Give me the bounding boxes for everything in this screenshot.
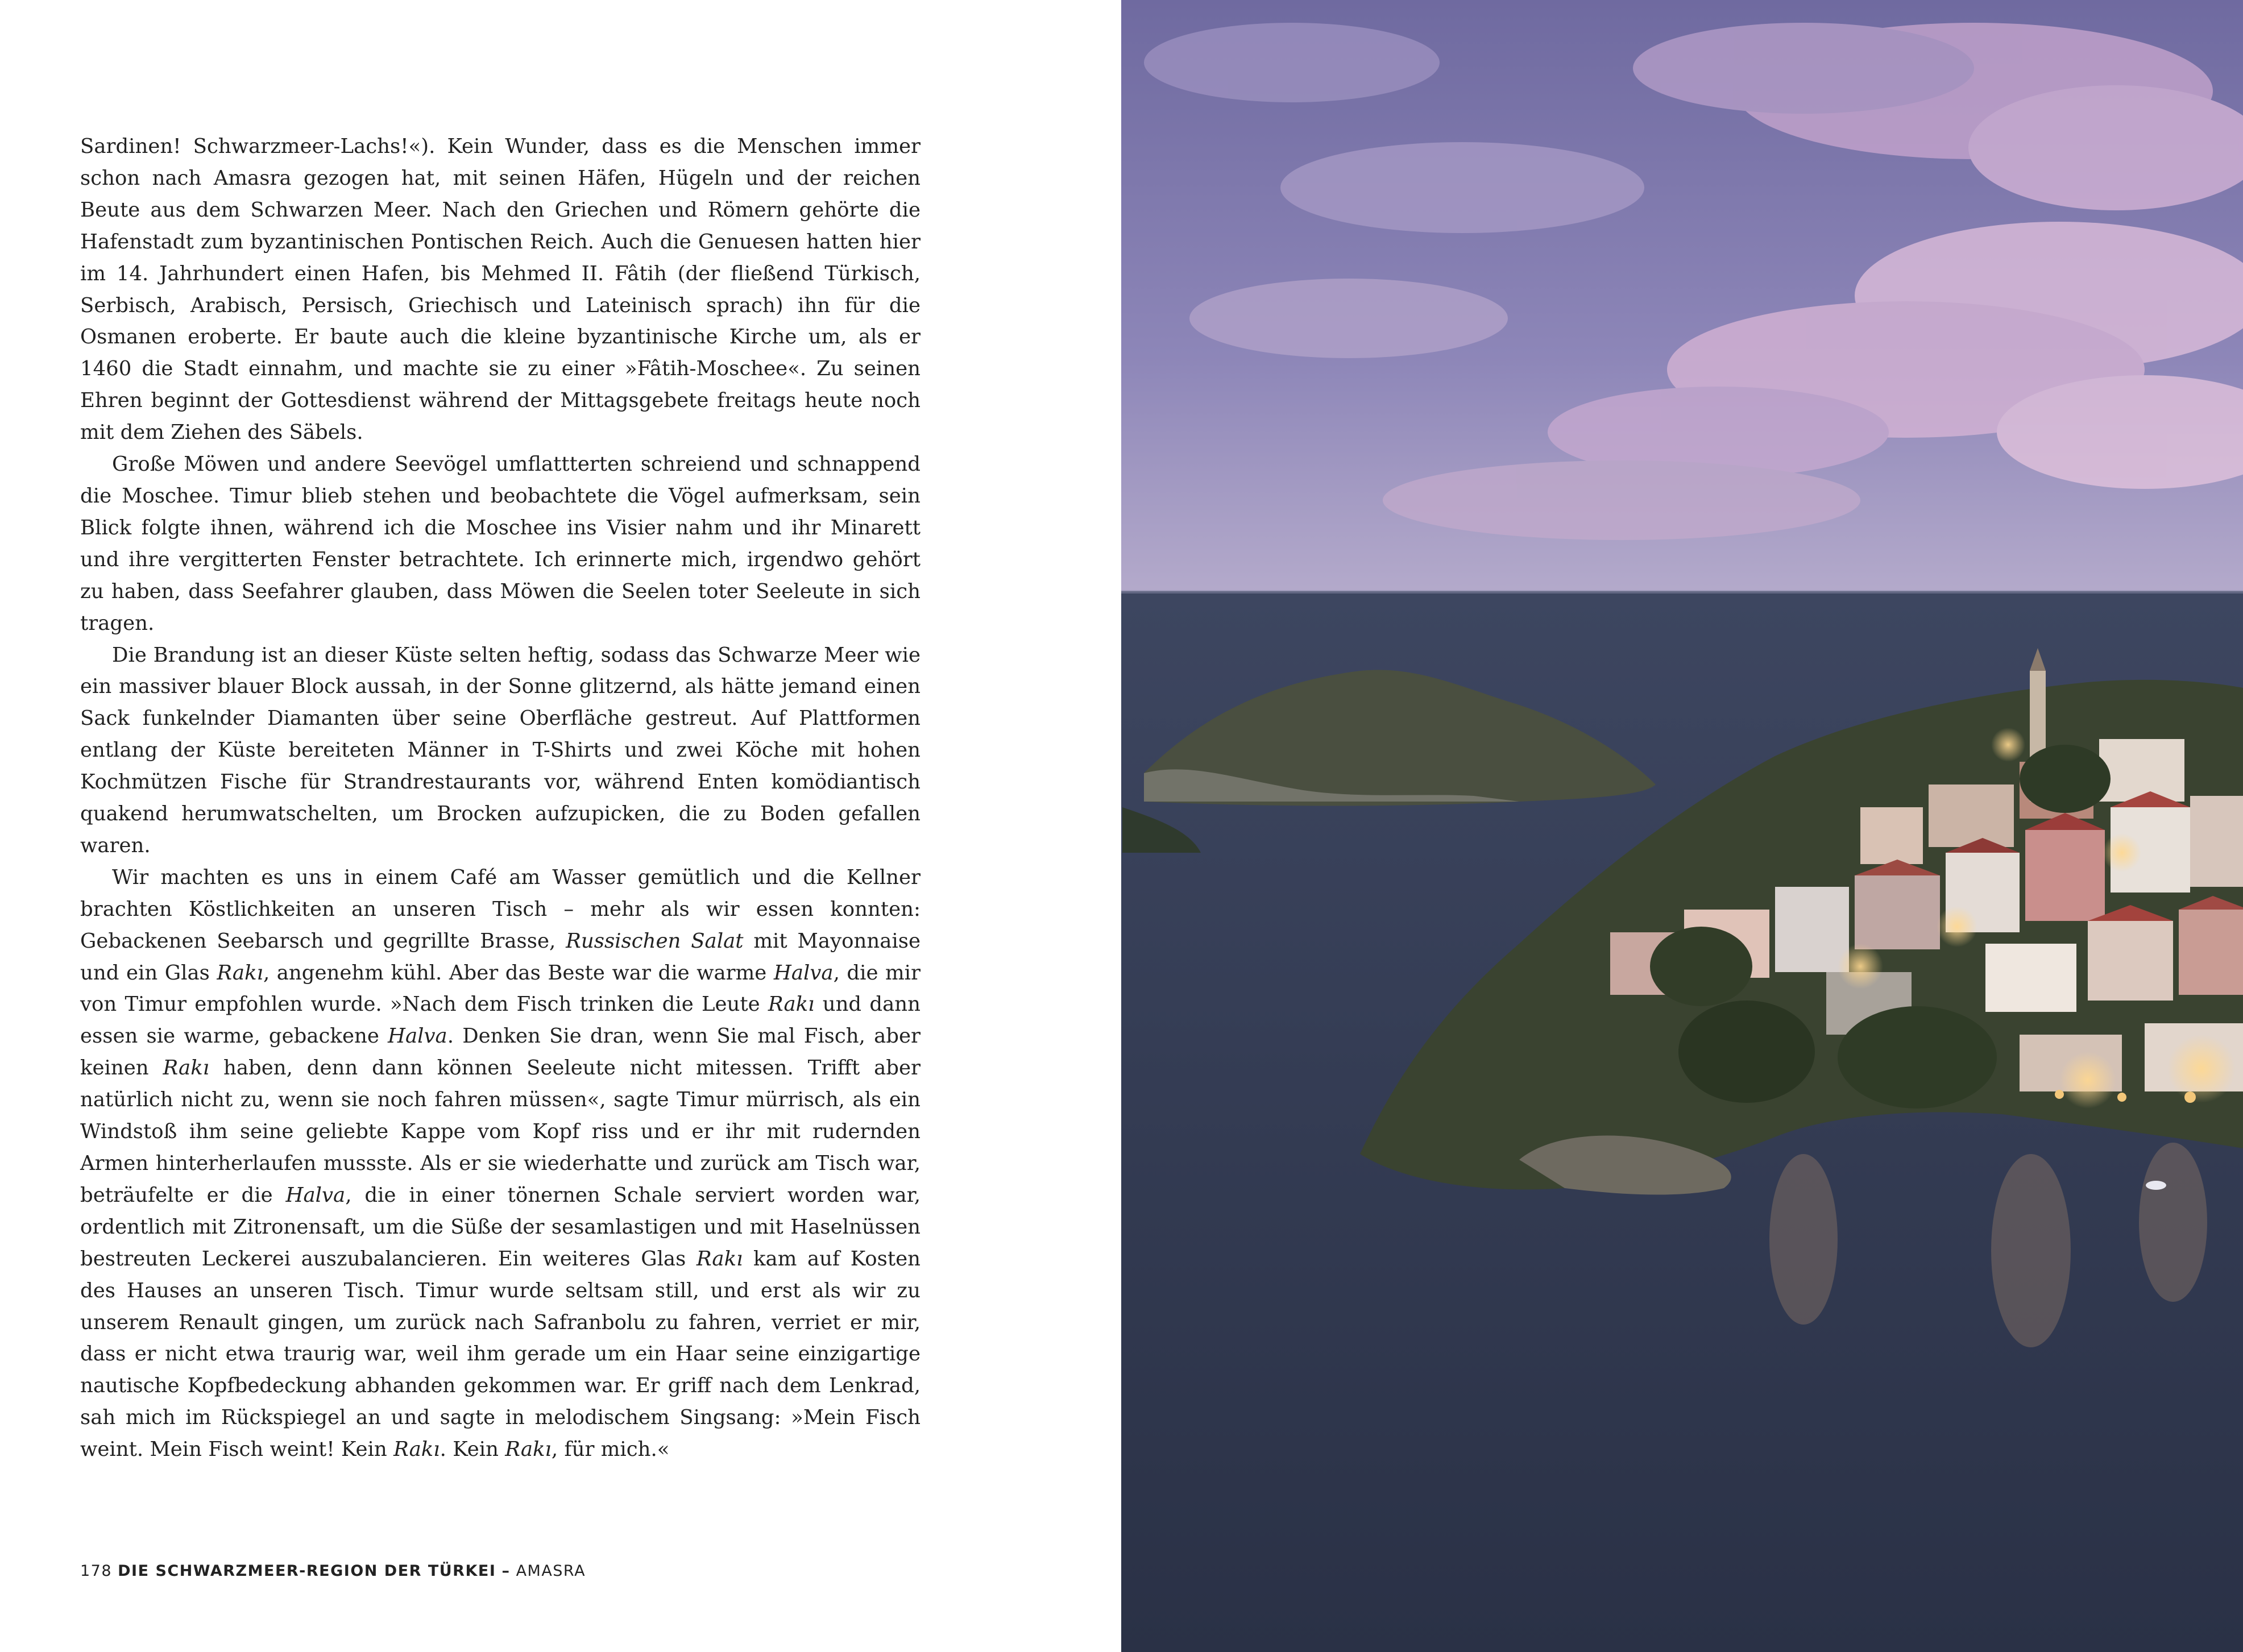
text-run: Große Möwen und andere Seevögel umflattterten schreiend und schnappend die Moschee. Timur blieb stehen und beobachtete die Vögel aufmerksam, sein Blick folgte ihnen, während ich die Moschee ins Visier nahm und ihr Minarett und ihre vergitterten Fenster betrachtete. Ich erinnerte mich, irgendwo gehört zu haben, dass Seefahrer glauben, dass Möwen die Seelen toter Seeleute in sich tragen. [80,453,921,635]
text-run: . Kein [440,1438,505,1462]
paragraph [80,640,921,862]
italic-term: Halva [388,1024,447,1048]
text-run: Wir machten es uns in einem Café am Wasser gemütlich und die Kellner brachten Köstlichkeiten an unseren Tisch – mehr als wir essen konnten: Gebackenen Seebarsch und gegrillte Brasse, [80,865,921,953]
italic-term: Rakı [217,961,263,985]
boat [2146,1181,2166,1190]
italic-term: Rakı [768,993,815,1016]
italic-term: Rakı [505,1438,552,1462]
text-run: . Denken Sie dran, wenn Sie mal Fisch, aber keinen [80,1024,921,1080]
paragraph [80,862,921,1466]
left-page [0,0,1121,1652]
running-header-section: DIE SCHWARZMEER-REGION DER TÜRKEI [118,1562,496,1580]
photo-amasra-dusk [1121,0,2243,1652]
page-number: 178 [80,1562,113,1580]
text-run: , für mich.« [551,1438,670,1462]
text-run: kam auf Kosten des Hauses an unseren Tisch. Timur wurde seltsam still, und erst als wir zu unserem Renault gingen, um zurück nach Safranbolu zu fahren, verriet er mir, dass er nicht etwa traurig war, weil ihm gerade um ein Haar seine einzigartige nautische Kopfbedeckung abhanden gekommen war. Er griff nach dem Lenkrad, sah mich im Rückspiegel an und sagte in melodischem Singsang: »Mein Fisch weint. Mein Fisch weint! Kein [80,1247,921,1462]
footer-separator: – [501,1562,511,1580]
text-run: Sardinen! Schwarzmeer-Lachs!«). Kein Wunder, dass es die Menschen immer schon nach Amasra gezogen hat, mit seinen Häfen, Hügeln und der reichen Beute aus dem Schwarzen Meer. Nach den Griechen und Römern gehörte die Hafenstadt zum byzantinischen Pontischen Reich. Auch die Genuesen hatten hier im 14. Jahrhundert einen Hafen, bis Mehmed II. Fâtih (der fließend Türkisch, Serbisch, Arabisch, Persisch, Griechisch und Lateinisch sprach) ihn für die Osmanen eroberte. Er baute auch die kleine byzantinische Kirche um, als er 1460 die Stadt einnahm, und machte sie zu einer »Fâtih-Moschee«. Zu seinen Ehren beginnt der Gottesdienst während der Mittagsgebete freitags heute noch mit dem Ziehen des Säbels. [80,135,921,445]
text-run: , angenehm kühl. Aber das Beste war die warme [263,961,774,985]
photo-illustration [1121,0,2243,1652]
italic-term: Halva [285,1183,346,1207]
text-run: und dann essen sie warme, gebackene [80,993,921,1048]
paragraph [80,449,921,639]
text-run: , die mir von Timur empfohlen wurde. »Nach dem Fisch trinken die Leute [80,961,921,1016]
italic-term: Rakı [696,1247,743,1271]
running-header-place: AMASRA [516,1562,586,1580]
italic-term: Rakı [163,1056,210,1080]
text-run: mit Mayonnaise und ein Glas [80,929,921,985]
text-run: haben, denn dann können Seeleute nicht mitessen. Trifft aber natürlich nicht zu, wenn sie noch fahren müssen«, sagte Timur mürrisch, als ein Windstoß ihm seine geliebte Kappe vom Kopf riss und er ihr mit rudernden Armen hinterherlaufen mussste. Als er sie wiederhatte und zurück am Tisch war, beträufelte er die [80,1056,921,1207]
text-run: Die Brandung ist an dieser Küste selten heftig, sodass das Schwarze Meer wie ein massiver blauer Block aussah, in der Sonne glitzernd, als hätte jemand einen Sack funkelnder Diamanten über seine Oberfläche gestreut. Auf Plattformen entlang der Küste bereiteten Männer in T-Shirts und zwei Köche mit hohen Kochmützen Fische für Strandrestaurants vor, während Enten komödiantisch quakend herumwatschelten, um Brocken aufzupicken, die zu Boden gefallen waren. [80,643,921,857]
italic-term: Rakı [393,1438,440,1462]
text-run: , die in einer tönernen Schale serviert worden war, ordentlich mit Zitronensaft, um die Süße der sesamlastigen und mit Haselnüssen bestreuten Leckerei auszubalancieren. Ein weiteres Glas [80,1183,921,1271]
italic-term: Russischen Salat [566,929,744,953]
body-text [80,131,921,1466]
page-footer [80,1562,586,1580]
italic-term: Halva [773,961,834,985]
paragraph [80,131,921,449]
